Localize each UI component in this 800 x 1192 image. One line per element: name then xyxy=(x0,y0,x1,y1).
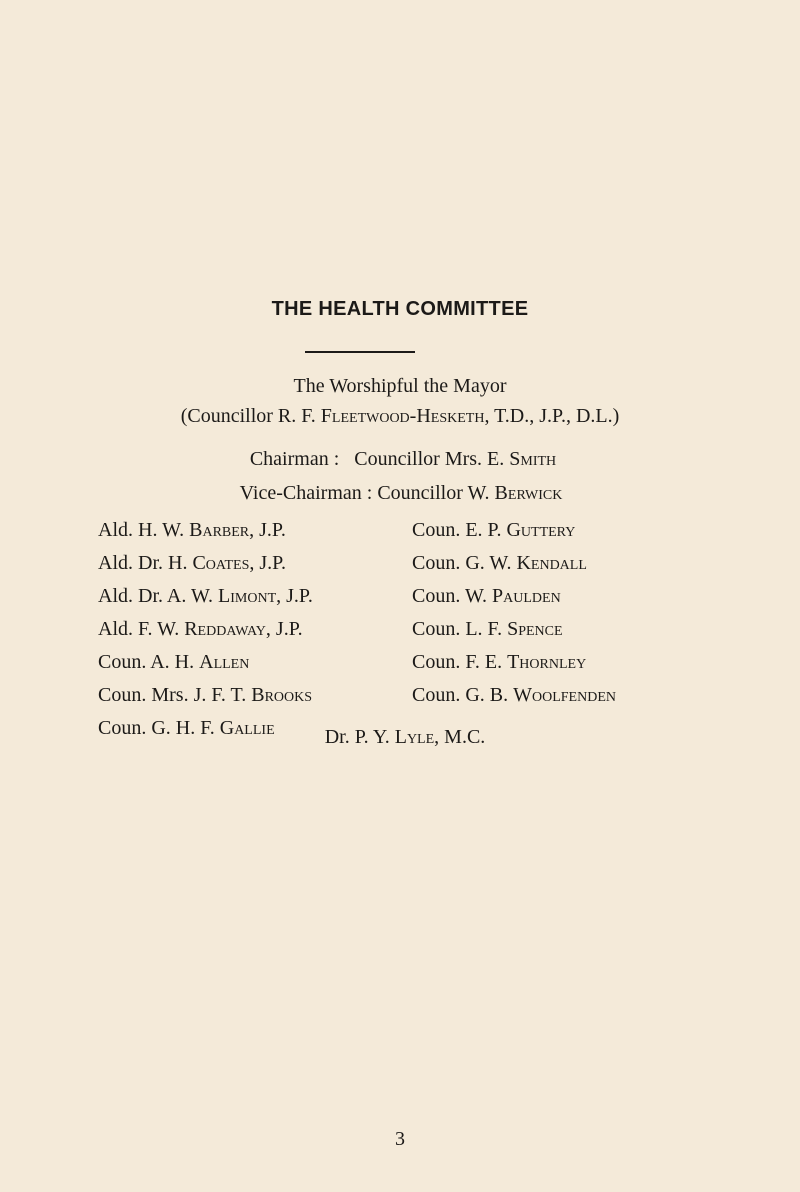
member-surname: Barber, xyxy=(189,519,255,541)
member-prefix: Coun. F. E. xyxy=(412,651,508,673)
member-prefix: Ald. H. W. xyxy=(98,519,190,541)
member-entry xyxy=(98,547,313,580)
member-prefix: Coun. G. B. xyxy=(412,684,514,706)
page-number: 3 xyxy=(395,1128,405,1150)
member-entry xyxy=(412,646,616,679)
member-surname: Limont, xyxy=(218,585,282,607)
mayor-line-2-name: Fleetwood-Hesketh, xyxy=(320,405,490,427)
vice-chairman-name: Berwick xyxy=(494,482,563,504)
member-prefix: Coun. Mrs. J. F. T. xyxy=(98,684,252,706)
member-entry xyxy=(98,646,313,679)
member-surname: Thornley xyxy=(507,651,587,673)
committee-title: THE HEALTH COMMITTEE xyxy=(271,298,529,320)
member-entry xyxy=(98,580,313,613)
member-surname: Allen xyxy=(199,651,250,673)
chairman-line xyxy=(0,448,800,471)
member-suffix: J.P. xyxy=(281,585,313,607)
chairman-name: Smith xyxy=(509,448,557,470)
member-surname: Guttery xyxy=(506,519,576,541)
final-member-prefix: Dr. P. Y. xyxy=(324,726,395,748)
mayor-line-1: The Worshipful the Mayor xyxy=(293,375,507,397)
member-prefix: Coun. L. F. xyxy=(412,618,508,640)
member-surname: Gallie xyxy=(219,717,275,739)
final-member-line xyxy=(0,726,800,749)
vice-chairman-line xyxy=(0,482,800,505)
member-entry xyxy=(98,679,313,712)
member-surname: Reddaway, xyxy=(184,618,271,640)
vice-chairman-label: Vice-Chairman : xyxy=(239,482,373,504)
member-prefix: Coun. G. H. F. xyxy=(98,717,220,739)
member-suffix: J.P. xyxy=(254,552,287,574)
member-suffix: J.P. xyxy=(254,519,286,541)
mayor-line-2 xyxy=(0,405,800,428)
member-entry xyxy=(412,547,616,580)
member-surname: Spence xyxy=(507,618,563,640)
member-prefix: Ald. Dr. H. xyxy=(98,552,193,574)
vice-chairman-title: Councillor W. xyxy=(377,482,490,504)
member-entry xyxy=(412,613,616,646)
member-surname: Paulden xyxy=(492,585,561,607)
title-divider xyxy=(305,351,415,353)
member-entry xyxy=(412,514,616,547)
members-right-column xyxy=(412,514,616,712)
member-entry xyxy=(98,514,313,547)
member-surname: Coates, xyxy=(192,552,255,574)
mayor-line-2-suffix: T.D., J.P., D.L.) xyxy=(489,405,620,427)
chairman-label: Chairman : xyxy=(249,448,340,470)
final-member-name: Lyle, xyxy=(394,726,440,748)
member-entry xyxy=(412,580,616,613)
member-entry xyxy=(98,613,313,646)
chairman-title: Councillor Mrs. E. xyxy=(354,448,505,470)
member-prefix: Ald. Dr. A. W. xyxy=(98,585,219,607)
member-prefix: Coun. W. xyxy=(412,585,493,607)
member-surname: Woolfenden xyxy=(513,684,616,706)
member-prefix: Ald. F. W. xyxy=(98,618,185,640)
member-prefix: Coun. E. P. xyxy=(412,519,507,541)
member-surname: Kendall xyxy=(516,552,587,574)
final-member-suffix: M.C. xyxy=(439,726,486,748)
member-prefix: Coun. G. W. xyxy=(412,552,517,574)
member-entry xyxy=(412,679,616,712)
members-left-column xyxy=(98,514,313,745)
member-suffix: J.P. xyxy=(270,618,303,640)
member-prefix: Coun. A. H. xyxy=(98,651,200,673)
member-surname: Brooks xyxy=(251,684,313,706)
mayor-line-2-prefix: (Councillor R. F. xyxy=(180,405,321,427)
